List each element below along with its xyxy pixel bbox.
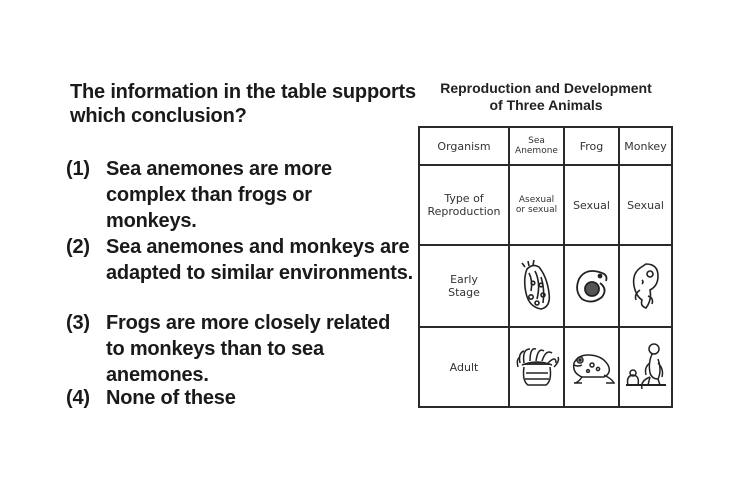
early-label-line-1: Early <box>450 273 478 286</box>
table-row-type <box>419 165 672 245</box>
option-3[interactable] <box>66 310 411 388</box>
sea-anemone-early-cell <box>509 245 564 327</box>
table-row-early-stage <box>419 245 672 327</box>
sea-anemone-type-cell <box>509 165 564 245</box>
header-monkey: Monkey <box>619 127 672 165</box>
header-sea-anemone-line-1: Sea <box>528 136 545 146</box>
option-3-text: Frogs are more closely related to monkeys than to sea anemones. <box>106 312 391 386</box>
table-title-line-1: Reproduction and Development <box>440 80 652 96</box>
header-organism: Organism <box>419 127 509 165</box>
type-label-cell <box>419 165 509 245</box>
option-4[interactable] <box>66 385 426 411</box>
header-sea-anemone <box>509 127 564 165</box>
monkey-embryo-icon <box>628 260 664 312</box>
table-title <box>418 80 674 114</box>
question-line-2: which conclusion? <box>70 105 247 127</box>
header-frog: Frog <box>564 127 619 165</box>
option-2[interactable] <box>66 234 418 286</box>
frog-type-cell: Sexual <box>564 165 619 245</box>
frog-adult-cell <box>564 327 619 407</box>
option-4-number: (4) <box>66 387 90 409</box>
early-label-cell <box>419 245 509 327</box>
monkey-type-cell: Sexual <box>619 165 672 245</box>
sea-anemone-type-line-2: or sexual <box>515 205 558 215</box>
option-2-text: Sea anemones and monkeys are adapted to similar environments. <box>106 236 414 284</box>
type-label-line-1: Type of <box>444 192 484 205</box>
option-3-number: (3) <box>66 312 90 334</box>
monkey-adult-cell <box>619 327 672 407</box>
table-row-adult <box>419 327 672 407</box>
early-label-line-2: Stage <box>448 286 480 299</box>
sea-anemone-adult-cell <box>509 327 564 407</box>
monkey-adult-icon <box>624 341 668 393</box>
option-1-text: Sea anemones are more complex than frogs or monkeys. <box>106 158 332 232</box>
reproduction-table <box>418 126 673 408</box>
frog-adult-icon <box>568 347 616 387</box>
table-title-line-2: of Three Animals <box>489 97 603 113</box>
question-line-1: The information in the table supports <box>70 81 416 103</box>
option-1-number: (1) <box>66 158 90 180</box>
sea-anemone-adult-icon <box>514 345 560 389</box>
frog-early-cell <box>564 245 619 327</box>
question-text <box>70 80 416 128</box>
option-1[interactable] <box>66 156 396 234</box>
option-2-number: (2) <box>66 236 90 258</box>
sea-anemone-type-line-1: Asexual <box>518 195 555 205</box>
sea-anemone-larva-icon <box>519 259 555 313</box>
adult-label-cell: Adult <box>419 327 509 407</box>
frog-embryo-icon <box>572 265 612 307</box>
header-sea-anemone-line-2: Anemone <box>515 146 558 156</box>
monkey-early-cell <box>619 245 672 327</box>
option-4-text: None of these <box>106 387 236 409</box>
type-label-line-2: Reproduction <box>427 205 501 218</box>
table-header-row <box>419 127 672 165</box>
